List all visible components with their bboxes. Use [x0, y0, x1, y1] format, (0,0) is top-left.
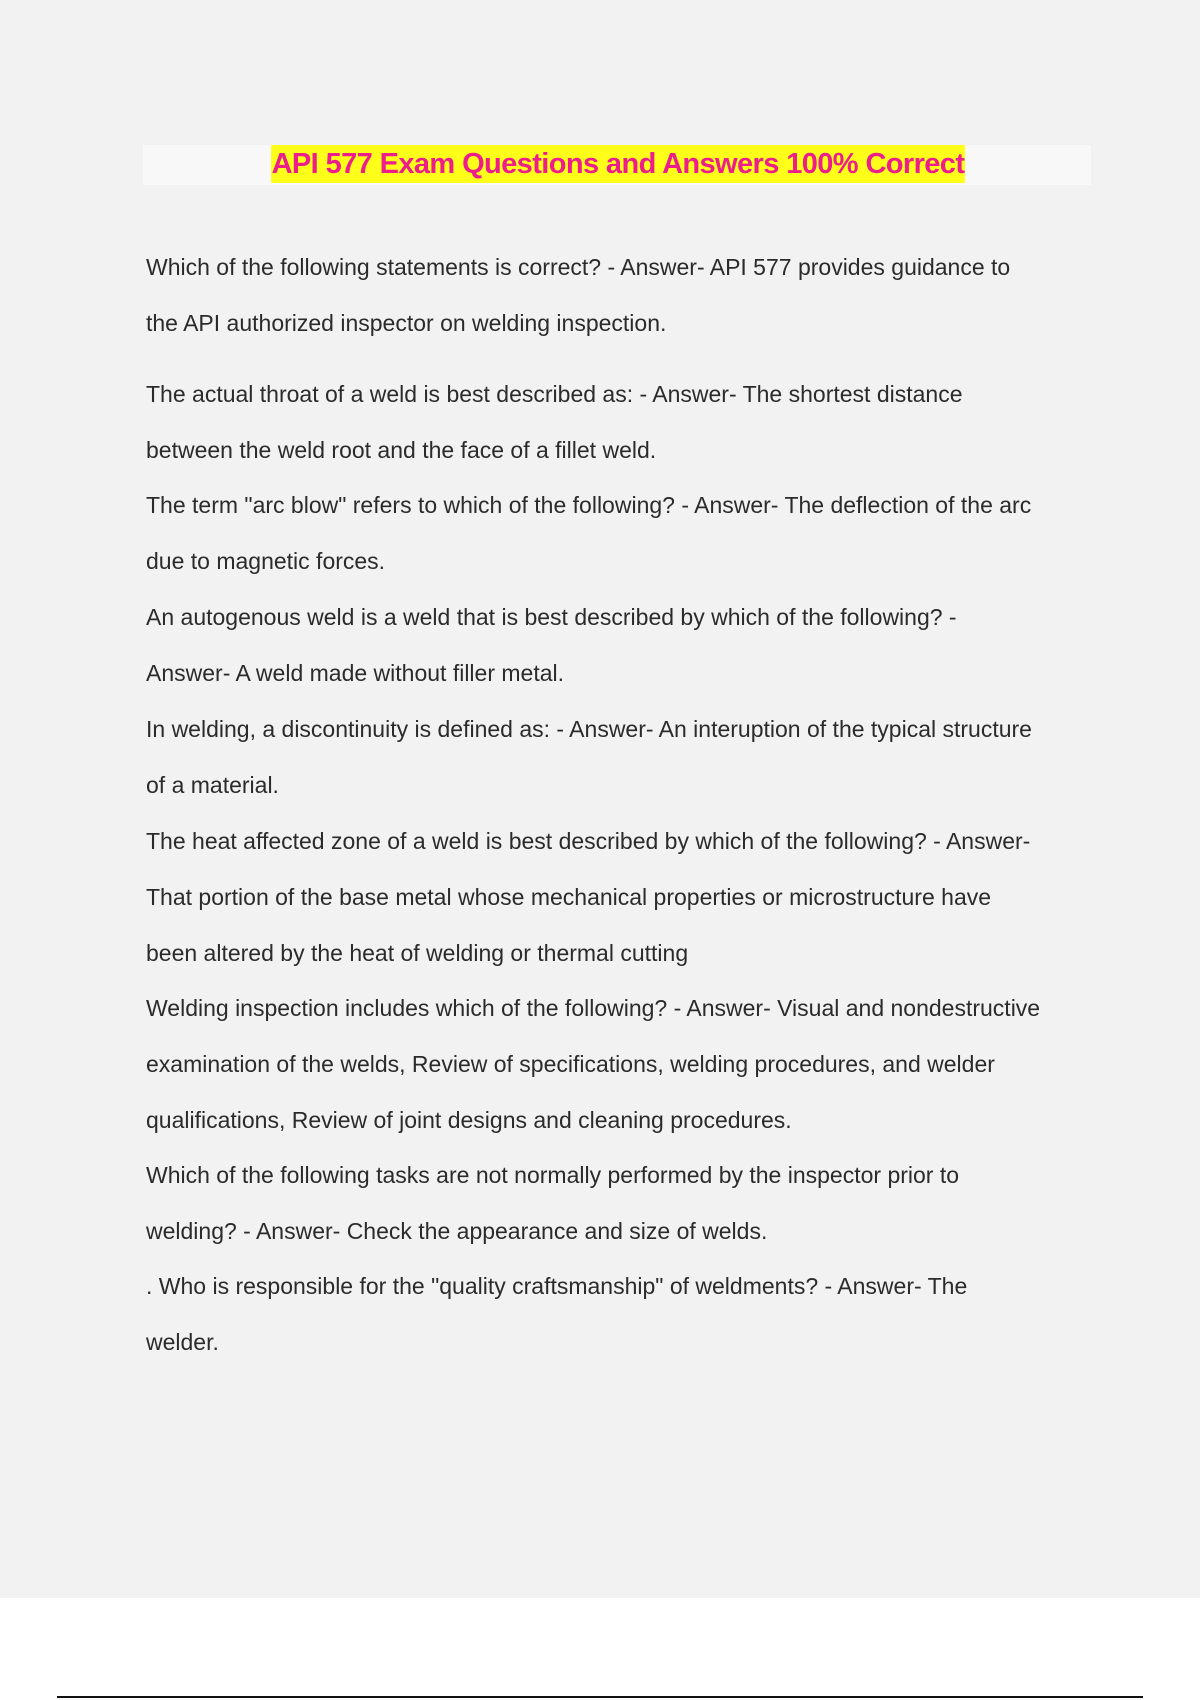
- qa-item: [146, 813, 1096, 981]
- qa-line: The term "arc blow" refers to which of the following? - Answer- The deflection of the arc: [146, 492, 1032, 518]
- qa-line: . Who is responsible for the "quality craftsmanship" of weldments? - Answer- The: [146, 1273, 968, 1299]
- qa-line: welder.: [146, 1329, 219, 1355]
- qa-line: of a material.: [146, 772, 279, 798]
- qa-item: [146, 1258, 1096, 1370]
- qa-line: Welding inspection includes which of the following? - Answer- Visual and nondestructive: [146, 995, 1041, 1021]
- qa-line: An autogenous weld is a weld that is best described by which of the following? -: [146, 604, 957, 630]
- qa-line: examination of the welds, Review of specifications, welding procedures, and welder: [146, 1051, 995, 1077]
- qa-line: The heat affected zone of a weld is best described by which of the following? - Answer-: [146, 828, 1031, 854]
- qa-item: [146, 477, 1096, 589]
- qa-line: Which of the following statements is correct? - Answer- API 577 provides guidance to: [146, 254, 1011, 280]
- qa-item: [146, 366, 1096, 478]
- qa-line: In welding, a discontinuity is defined as: - Answer- An interuption of the typical structure: [146, 716, 1032, 742]
- qa-line: welding? - Answer- Check the appearance and size of welds.: [146, 1218, 768, 1244]
- qa-item: [146, 589, 1096, 701]
- document-title-row: [0, 145, 1200, 189]
- page-divider: [57, 1696, 1143, 1698]
- document-title: API 577 Exam Questions and Answers 100% Correct: [271, 145, 966, 183]
- qa-line: The actual throat of a weld is best described as: - Answer- The shortest distance: [146, 381, 963, 407]
- qa-item: [146, 1147, 1096, 1259]
- qa-line: between the weld root and the face of a fillet weld.: [146, 437, 657, 463]
- qa-item: [146, 701, 1096, 813]
- qa-line: been altered by the heat of welding or thermal cutting: [146, 940, 689, 966]
- qa-line: due to magnetic forces.: [146, 548, 386, 574]
- qa-line: qualifications, Review of joint designs and cleaning procedures.: [146, 1107, 792, 1133]
- qa-item: [146, 980, 1096, 1148]
- qa-item: [146, 239, 1096, 351]
- qa-line: Which of the following tasks are not normally performed by the inspector prior to: [146, 1162, 960, 1188]
- qa-line: Answer- A weld made without filler metal.: [146, 660, 565, 686]
- qa-line: the API authorized inspector on welding inspection.: [146, 310, 667, 336]
- qa-line: That portion of the base metal whose mechanical properties or microstructure have: [146, 884, 992, 910]
